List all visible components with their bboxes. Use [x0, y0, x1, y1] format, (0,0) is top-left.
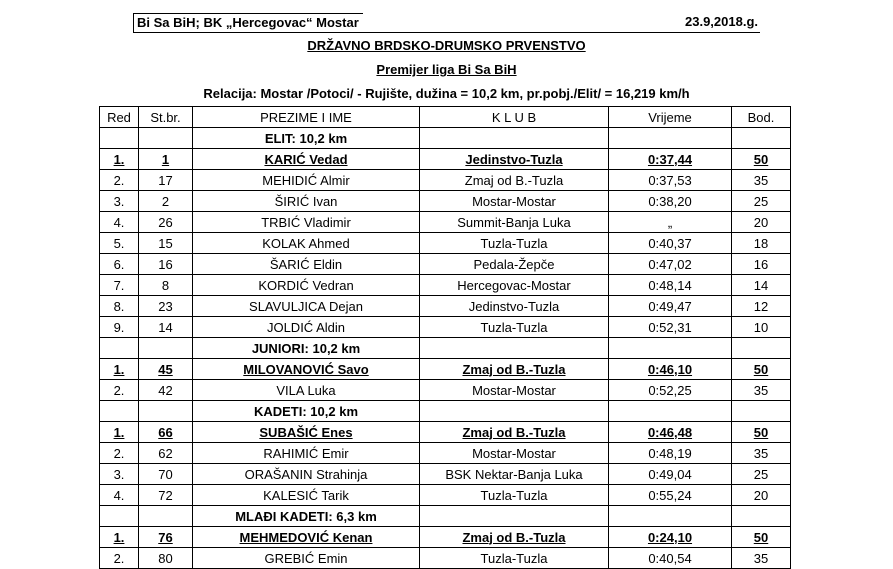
league-subtitle: Premijer liga Bi Sa BiH [376, 62, 517, 77]
start-number-cell: 2 [139, 191, 193, 212]
table-row [100, 359, 791, 380]
organizer: Bi Sa BiH; BK „Hercegovac“ Mostar [133, 13, 363, 32]
name-cell: MEHMEDOVIĆ Kenan [193, 527, 420, 548]
rank-cell: 6. [100, 254, 139, 275]
name-cell: TRBIĆ Vladimir [193, 212, 420, 233]
start-number-cell: 76 [139, 527, 193, 548]
points-cell: 18 [732, 233, 791, 254]
time-cell: 0:49,47 [609, 296, 732, 317]
column-header-name: PREZIME I IME [193, 107, 420, 128]
points-cell: 20 [732, 485, 791, 506]
rank-cell: 2. [100, 380, 139, 401]
header-row [100, 107, 791, 128]
results-table [99, 106, 791, 569]
empty-cell [732, 128, 791, 149]
time-cell: 0:52,25 [609, 380, 732, 401]
table-row [100, 149, 791, 170]
time-cell: 0:46,48 [609, 422, 732, 443]
rank-cell: 1. [100, 527, 139, 548]
start-number-cell: 80 [139, 548, 193, 569]
table-row [100, 422, 791, 443]
time-cell: 0:24,10 [609, 527, 732, 548]
name-cell: ORAŠANIN Strahinja [193, 464, 420, 485]
club-cell: BSK Nektar-Banja Luka [420, 464, 609, 485]
name-cell: KORDIĆ Vedran [193, 275, 420, 296]
column-header-rank: Red [100, 107, 139, 128]
start-number-cell: 1 [139, 149, 193, 170]
time-cell: „ [609, 212, 732, 233]
time-cell: 0:48,19 [609, 443, 732, 464]
table-row [100, 548, 791, 569]
rank-cell: 2. [100, 443, 139, 464]
empty-cell [609, 338, 732, 359]
empty-cell [609, 506, 732, 527]
empty-cell [420, 401, 609, 422]
table-row [100, 443, 791, 464]
table-row [100, 191, 791, 212]
club-cell: Pedala-Žepče [420, 254, 609, 275]
empty-cell [420, 506, 609, 527]
points-cell: 50 [732, 422, 791, 443]
table-row [100, 485, 791, 506]
empty-cell [100, 506, 139, 527]
empty-cell [100, 338, 139, 359]
points-cell: 16 [732, 254, 791, 275]
header-line [133, 12, 760, 33]
empty-cell [420, 128, 609, 149]
empty-cell [609, 401, 732, 422]
rank-cell: 1. [100, 422, 139, 443]
start-number-cell: 14 [139, 317, 193, 338]
club-cell: Mostar-Mostar [420, 191, 609, 212]
time-cell: 0:40,37 [609, 233, 732, 254]
rank-cell: 8. [100, 296, 139, 317]
empty-cell [732, 506, 791, 527]
time-cell: 0:46,10 [609, 359, 732, 380]
club-cell: Hercegovac-Mostar [420, 275, 609, 296]
points-cell: 35 [732, 380, 791, 401]
rank-cell: 1. [100, 359, 139, 380]
club-cell: Jedinstvo-Tuzla [420, 296, 609, 317]
empty-cell [732, 401, 791, 422]
table-row [100, 233, 791, 254]
club-cell: Mostar-Mostar [420, 380, 609, 401]
table-row [100, 254, 791, 275]
category-label: MLAĐI KADETI: 6,3 km [193, 506, 420, 527]
empty-cell [609, 128, 732, 149]
points-cell: 50 [732, 359, 791, 380]
column-header-club: K L U B [420, 107, 609, 128]
column-header-time: Vrijeme [609, 107, 732, 128]
empty-cell [732, 338, 791, 359]
document-title: DRŽAVNO BRDSKO-DRUMSKO PRVENSTVO [307, 38, 586, 53]
time-cell: 0:55,24 [609, 485, 732, 506]
start-number-cell: 16 [139, 254, 193, 275]
name-cell: KOLAK Ahmed [193, 233, 420, 254]
empty-cell [139, 506, 193, 527]
rank-cell: 3. [100, 191, 139, 212]
category-label: JUNIORI: 10,2 km [193, 338, 420, 359]
route-info: Relacija: Mostar /Potoci/ - Rujište, dužina = 10,2 km, pr.pobj./Elit/ = 16,219 km/h [203, 86, 690, 101]
empty-cell [100, 128, 139, 149]
points-cell: 50 [732, 149, 791, 170]
time-cell: 0:47,02 [609, 254, 732, 275]
time-cell: 0:48,14 [609, 275, 732, 296]
start-number-cell: 23 [139, 296, 193, 317]
rank-cell: 4. [100, 485, 139, 506]
start-number-cell: 45 [139, 359, 193, 380]
points-cell: 35 [732, 443, 791, 464]
club-cell: Zmaj od B.-Tuzla [420, 170, 609, 191]
results-body [100, 128, 791, 569]
name-cell: MEHIDIĆ Almir [193, 170, 420, 191]
club-cell: Zmaj od B.-Tuzla [420, 422, 609, 443]
name-cell: JOLDIĆ Aldin [193, 317, 420, 338]
category-label: ELIT: 10,2 km [193, 128, 420, 149]
points-cell: 50 [732, 527, 791, 548]
empty-cell [139, 338, 193, 359]
points-cell: 20 [732, 212, 791, 233]
name-cell: GREBIĆ Emin [193, 548, 420, 569]
name-cell: VILA Luka [193, 380, 420, 401]
table-row [100, 527, 791, 548]
club-cell: Summit-Banja Luka [420, 212, 609, 233]
start-number-cell: 62 [139, 443, 193, 464]
name-cell: KARIĆ Vedad [193, 149, 420, 170]
time-cell: 0:37,44 [609, 149, 732, 170]
start-number-cell: 26 [139, 212, 193, 233]
time-cell: 0:49,04 [609, 464, 732, 485]
name-cell: SUBAŠIĆ Enes [193, 422, 420, 443]
name-cell: MILOVANOVIĆ Savo [193, 359, 420, 380]
points-cell: 25 [732, 191, 791, 212]
category-row [100, 128, 791, 149]
name-cell: SLAVULJICA Dejan [193, 296, 420, 317]
time-cell: 0:38,20 [609, 191, 732, 212]
category-row [100, 338, 791, 359]
name-cell: KALESIĆ Tarik [193, 485, 420, 506]
document-date: 23.9,2018.g. [685, 14, 758, 29]
time-cell: 0:40,54 [609, 548, 732, 569]
club-cell: Jedinstvo-Tuzla [420, 149, 609, 170]
empty-cell [139, 401, 193, 422]
table-row [100, 317, 791, 338]
points-cell: 25 [732, 464, 791, 485]
category-row [100, 401, 791, 422]
points-cell: 10 [732, 317, 791, 338]
rank-cell: 2. [100, 548, 139, 569]
start-number-cell: 70 [139, 464, 193, 485]
start-number-cell: 8 [139, 275, 193, 296]
name-cell: RAHIMIĆ Emir [193, 443, 420, 464]
empty-cell [139, 128, 193, 149]
rank-cell: 7. [100, 275, 139, 296]
table-row [100, 170, 791, 191]
club-cell: Tuzla-Tuzla [420, 548, 609, 569]
points-cell: 12 [732, 296, 791, 317]
club-cell: Tuzla-Tuzla [420, 317, 609, 338]
club-cell: Tuzla-Tuzla [420, 485, 609, 506]
points-cell: 35 [732, 548, 791, 569]
name-cell: ŠARIĆ Eldin [193, 254, 420, 275]
time-cell: 0:52,31 [609, 317, 732, 338]
start-number-cell: 66 [139, 422, 193, 443]
start-number-cell: 17 [139, 170, 193, 191]
table-row [100, 296, 791, 317]
name-cell: ŠIRIĆ Ivan [193, 191, 420, 212]
club-cell: Tuzla-Tuzla [420, 233, 609, 254]
column-header-points: Bod. [732, 107, 791, 128]
rank-cell: 3. [100, 464, 139, 485]
rank-cell: 9. [100, 317, 139, 338]
table-row [100, 212, 791, 233]
empty-cell [100, 401, 139, 422]
time-cell: 0:37,53 [609, 170, 732, 191]
category-row [100, 506, 791, 527]
table-row [100, 464, 791, 485]
rank-cell: 4. [100, 212, 139, 233]
column-header-start-number: St.br. [139, 107, 193, 128]
table-row [100, 275, 791, 296]
empty-cell [420, 338, 609, 359]
club-cell: Mostar-Mostar [420, 443, 609, 464]
points-cell: 35 [732, 170, 791, 191]
points-cell: 14 [732, 275, 791, 296]
rank-cell: 2. [100, 170, 139, 191]
start-number-cell: 15 [139, 233, 193, 254]
table-row [100, 380, 791, 401]
rank-cell: 5. [100, 233, 139, 254]
rank-cell: 1. [100, 149, 139, 170]
start-number-cell: 42 [139, 380, 193, 401]
start-number-cell: 72 [139, 485, 193, 506]
club-cell: Zmaj od B.-Tuzla [420, 359, 609, 380]
club-cell: Zmaj od B.-Tuzla [420, 527, 609, 548]
category-label: KADETI: 10,2 km [193, 401, 420, 422]
